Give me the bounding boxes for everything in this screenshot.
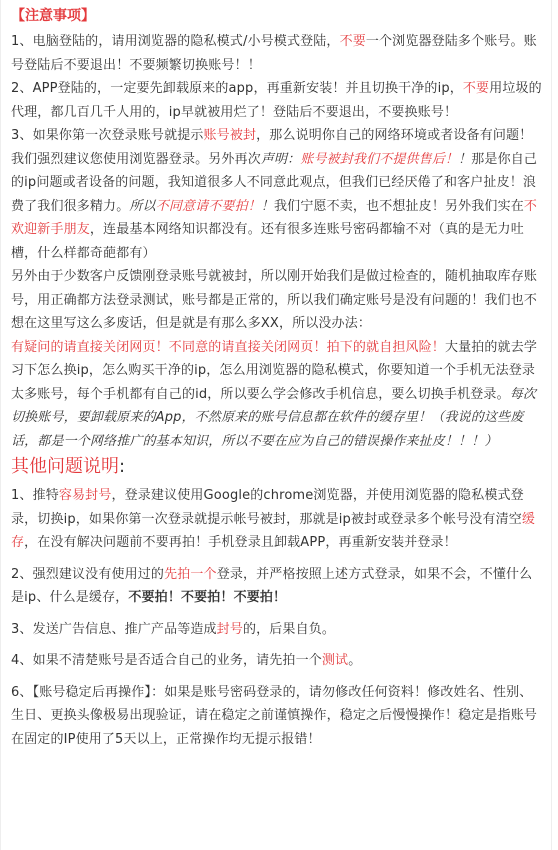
warning-text: 不欢迎新手朋友 [11,198,538,237]
other-item-3 [11,618,545,642]
text: 那是你自己的ip问题或者设备的问题，我知道很多人不同意此观点，但我们已经厌倦了和客户扯皮！浪费了我们很多精力。 [11,151,538,214]
warning-text: 先拍一个 [164,566,217,582]
text: 1、推特 [11,488,59,503]
notice-item-4: 另外由于少数客户反馈刚登录账号就被封，所以刚开始我们是做过检查的，随机抽取库存账号，用正确都方法登录测试，账号都是正常的，所以我们确定账号是没有问题的！我们也不想在这里写这么多废话，但是就是有那么多XX，所以没办法： [11,269,538,331]
text: ，登录建议使用Google的chrome浏览器，并使用浏览器的隐私模式登录，切换ip，如果你第一次登录就提示帐号被封，那就是ip被封或登录多个帐号没有清空 [11,488,524,527]
warning-text: 容易封号 [58,488,112,503]
italic-text: ！ [458,151,472,167]
text: 2、APP登陆的，一定要先卸载原来的app，再重新安装！并且切换干净的ip， [11,81,463,96]
text: 。 [348,653,362,668]
warning-text: 账号被封我们不提供售后！ [300,151,459,167]
other-issues-title [11,454,545,480]
notice-item-1 [11,30,545,77]
italic-text: 每次切换账号，要卸载原来的App，不然原来的账号信息都在软件的缓存里！（我说的这些废话，都是一个网络推广的基本知识，所以不要在应为自己的错误操作来扯皮！！！） [11,386,537,449]
text: 一个浏览器登陆多个账号。账号登陆后不要退出！不要频繁切换账号！！ [11,34,537,73]
other-item-2 [11,563,545,610]
warning-text: 不要 [462,81,490,96]
bold-text: 不要拍！不要拍！不要拍！ [128,590,287,605]
warning-text: 缓存 [11,511,536,550]
other-item-1 [11,484,545,555]
text: 1、电脑登陆的，请用浏览器的隐私模式/小号模式登陆， [11,34,340,49]
text: ，那么说明你自己的网络环境或者设备有问题！我们强烈建议您使用浏览器登录。另外再次 [11,128,533,167]
text: 大量拍的就去学习下怎么换ip，怎么购买干净的ip，怎么用浏览器的隐私模式，你要知道一个手机无法登录太多账号，每个手机都有自己的id，所以要么学会修改手机信息，要么切换手机登录。 [11,339,538,402]
text: 3、发送广告信息、推广产品等造成 [11,621,217,637]
italic-text: ！ [260,198,275,214]
warning-text: 封号 [216,621,243,637]
warning-text: 不要 [339,34,366,49]
warning-text: 测试 [321,653,349,668]
text: 登录，并严格按照上述方式登录，如果不会，不懂什么是ip、什么是缓存， [11,566,533,605]
other-item-6: 6、【账号稳定后再操作】：如果是账号密码登录的，请勿修改任何资料！修改姓名、性别、生日、更换头像极易出现验证，请在稳定之前谨慎操作，稳定之后慢慢操作！稳定是指账号在固定的IP使用了5天以上，正常操作均无提示报错！ [11,684,538,747]
text: 4、如果不清楚账号是否适合自己的业务，请先拍一个 [11,653,322,668]
warning-text: 有疑问的请直接关闭网页！不同意的请直接关闭网页！拍下的就自担风险！ [11,339,445,355]
section-title-colon: : [119,456,126,477]
text: 2、强烈建议没有使用过的 [11,566,165,582]
text: 我们宁愿不卖，也不想扯皮！另外我们实在 [274,198,524,214]
text: 的，后果自负。 [242,621,336,637]
italic-text: 所以 [129,198,156,214]
italic-text: 声明： [260,151,301,167]
notice-item-5 [11,336,545,454]
notice-title: 【注意事项】 [11,8,95,24]
section-title-text: 其他问题说明 [11,456,119,477]
warning-text: 不同意请不要拍！ [155,198,261,214]
notice-item-3 [11,124,545,265]
text: 用垃圾的代理，都几百几千人用的，ip早就被用烂了！登陆后不要退出，不要换账号！ [11,81,542,120]
text: ，在没有解决问题前不要再拍！手机登录且卸载APP，再重新安装并登录！ [24,535,457,550]
notice-item-2 [11,77,545,124]
text: ，连最基本网络知识都没有。还有很多连账号密码都输不对（真的是无力吐槽，什么样都奇葩都有） [11,222,524,261]
warning-text: 账号被封 [203,128,257,143]
other-item-4 [11,649,545,673]
text: 3、如果你第一次登录账号就提示 [11,128,204,143]
